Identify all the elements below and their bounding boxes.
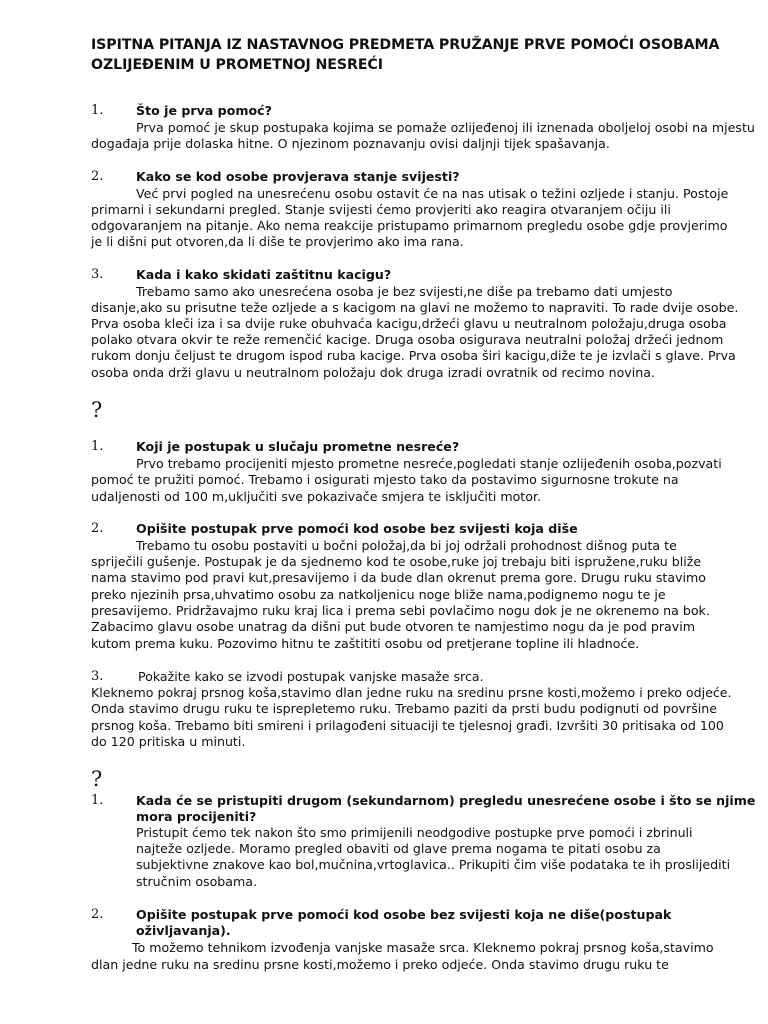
answer-line: prsnog koša. Trebamo biti smireni i prilagođeni situaciji te tjelesnoj građi. Izvršiti 30 pritisaka od 100 xyxy=(91,718,724,733)
question-heading: Što je prva pomoć? xyxy=(136,103,272,118)
answer-line: rukom donju čeljust te drugom ispod ruba kacige. Prva osoba širi kacigu,diže te je izvlači s glave. Prva xyxy=(91,348,736,363)
question-heading: Pokažite kako se izvodi postupak vanjske masaže srca. xyxy=(138,669,484,684)
question-number: 3. xyxy=(91,267,104,282)
document-title xyxy=(91,35,720,75)
question-heading-line: Opišite postupak prve pomoći kod osobe bez svijesti koja ne diše(postupak xyxy=(136,907,672,922)
answer-line: Trebamo tu osobu postaviti u bočni položaj,da bi joj održali prohodnost dišnog puta te xyxy=(136,538,677,553)
answer-line: Trebamo samo ako unesrećena osoba je bez svijesti,ne diše pa trebamo dati umjesto xyxy=(136,284,673,299)
title-line-1: ISPITNA PITANJA IZ NASTAVNOG PREDMETA PRUŽANJE PRVE POMOĆI OSOBAMA xyxy=(91,37,720,53)
answer-line: je li dišni put otvoren,da li diše te provjerimo ako ima rana. xyxy=(91,234,464,249)
section-separator: ? xyxy=(91,767,103,791)
question-heading: Opišite postupak prve pomoći kod osobe bez svijesti koja diše xyxy=(136,521,578,536)
answer-line: To možemo tehnikom izvođenja vanjske masaže srca. Kleknemo pokraj prsnog koša,stavimo xyxy=(132,940,714,955)
answer-line: spriječili gušenje. Postupak je da sjednemo kod te osobe,ruke joj trebaju biti ispružene,ruku bliže xyxy=(91,554,702,569)
answer-line: presavijemo. Pridržavajmo ruku kraj lica i prema sebi povlačimo nogu dok je ne okrenemo na bok. xyxy=(91,603,710,618)
answer-line: Zabacimo glavu osobe unatrag da dišni put bude otvoren te namjestimo nogu da je pod pravim xyxy=(91,619,695,634)
answer-line: pomoć te pružiti pomoć. Trebamo i osigurati mjesto tako da postavimo sigurnosne trokute na xyxy=(91,472,679,487)
answer-line: osoba onda drži glavu u neutralnom položaju dok druga izradi ovratnik od recimo novina. xyxy=(91,365,655,380)
answer-line: dlan jedne ruku na sredinu prsne kosti,možemo i preko odjeće. Onda stavimo drugu ruku te xyxy=(91,957,669,972)
answer-line: do 120 pritiska u minuti. xyxy=(91,734,246,749)
section-separator: ? xyxy=(91,398,103,422)
answer-line: Već prvi pogled na unesrećenu osobu ostavit će na nas utisak o težini ozljede i stanju. Postoje xyxy=(136,186,729,201)
answer-line: Pristupit ćemo tek nakon što smo primijenili neodgodive postupke prve pomoći i zbrinuli xyxy=(136,825,693,840)
answer-line: Prva osoba kleči iza i sa dvije ruke obuhvaća kacigu,držeći glavu u neutralnom položaju,druga osoba xyxy=(91,316,727,331)
question-heading-line: mora procijeniti? xyxy=(136,809,257,824)
question-number: 1. xyxy=(91,793,104,808)
answer-line: kutom prema kuku. Pozovimo hitnu te zaštititi osobu od pretjerane topline ili hladnoće. xyxy=(91,636,640,651)
answer-line: odgovaranjem na pitanje. Ako nema reakcije pristupamo primarnom pregledu osobe gdje provjerimo xyxy=(91,218,728,233)
question-number: 2. xyxy=(91,169,104,184)
question-number: 1. xyxy=(91,103,104,118)
question-number: 1. xyxy=(91,439,104,454)
question-number: 2. xyxy=(91,907,104,922)
question-heading: Koji je postupak u slučaju prometne nesreće? xyxy=(136,439,460,454)
answer-line: nama stavimo pod pravi kut,presavijemo i da bude dlan okrenut prema gore. Drugu ruku stavimo xyxy=(91,570,706,585)
question-number: 3. xyxy=(91,669,104,684)
answer-line: najteže ozljede. Moramo pregled obaviti od glave prema nogama te pitati osobu za xyxy=(136,841,661,856)
answer-line: udaljenosti od 100 m,uključiti sve pokazivače smjera te isključiti motor. xyxy=(91,489,541,504)
title-line-2: OZLIJEĐENIM U PROMETNOJ NESREĆI xyxy=(91,57,383,73)
answer-line: subjektivne znakove kao bol,mučnina,vrtoglavica.. Prikupiti čim više podataka te ih proslijediti xyxy=(136,857,731,872)
question-number: 2. xyxy=(91,521,104,536)
answer-line: disanje,ako su prisutne teže ozljede a s kacigom na glavi ne možemo to napraviti. To rade dvije osobe. xyxy=(91,300,739,315)
answer-line: polako otvara okvir te reže remenčić kacige. Druga osoba osigurava neutralni položaj držeći jednom xyxy=(91,332,724,347)
answer-line: Prvo trebamo procijeniti mjesto prometne nesreće,pogledati stanje ozlijeđenih osoba,pozvati xyxy=(136,456,722,471)
answer-line: Prva pomoć je skup postupaka kojima se pomaže ozlijeđenoj ili iznenada oboljeloj osobi na mjestu xyxy=(136,120,755,135)
question-heading: Kako se kod osobe provjerava stanje svijesti? xyxy=(136,169,460,184)
answer-line: primarni i sekundarni pregled. Stanje svijesti ćemo provjeriti ako reagira otvaranjem očiju ili xyxy=(91,202,671,217)
question-heading-line: oživljavanja). xyxy=(136,923,231,938)
answer-line: Onda stavimo drugu ruku te isprepletemo ruku. Trebamo paziti da prsti budu podignuti od površine xyxy=(91,701,717,716)
answer-line: događaja prije dolaska hitne. O njezinom poznavanju ovisi daljnji tijek spašavanja. xyxy=(91,136,610,151)
answer-line: stručnim osobama. xyxy=(136,874,258,889)
question-heading: Kada i kako skidati zaštitnu kacigu? xyxy=(136,267,392,282)
answer-line: preko njezinih prsa,uhvatimo osobu za natkoljenicu noge bliže nama,podignemo nogu te je xyxy=(91,587,666,602)
answer-line: Kleknemo pokraj prsnog koša,stavimo dlan jedne ruku na sredinu prsne kosti,možemo i preko odjeće. xyxy=(91,685,732,700)
question-heading-line: Kada će se pristupiti drugom (sekundarnom) pregledu unesrećene osobe i što se njime xyxy=(136,793,756,808)
